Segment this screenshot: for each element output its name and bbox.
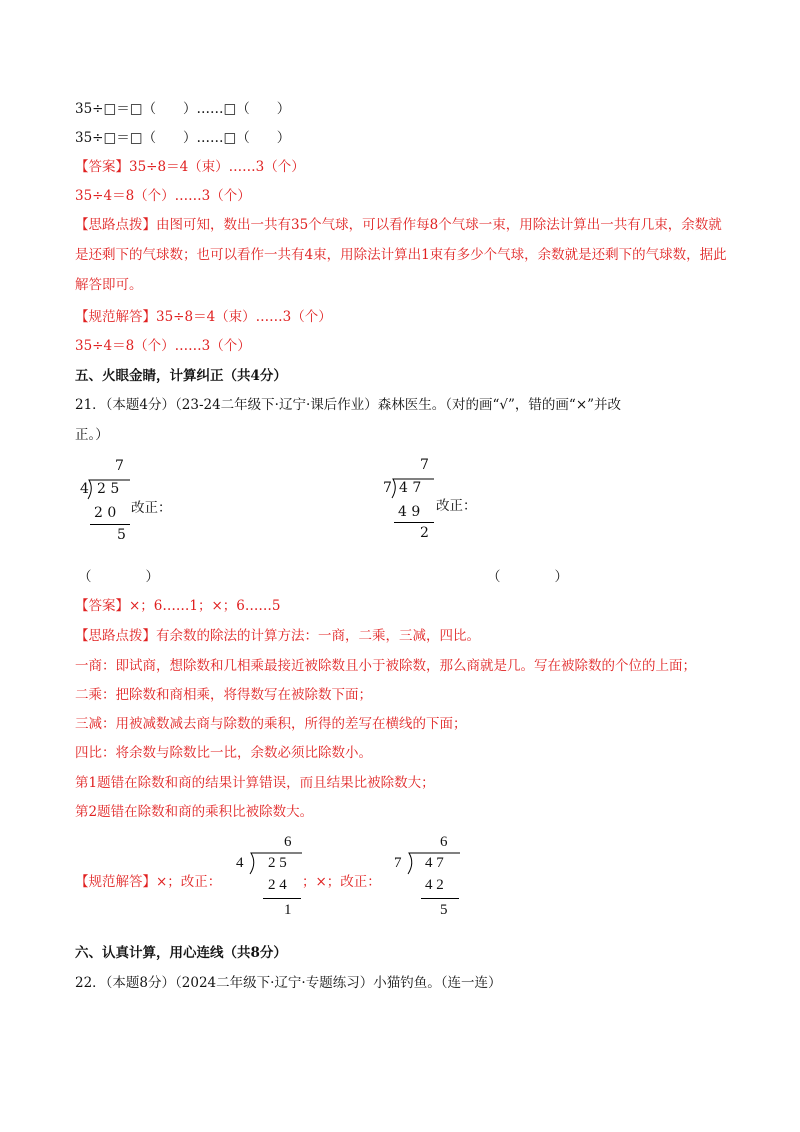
q20-answer-line-2: 35÷4＝8（个）……3（个）: [75, 188, 251, 204]
hint-step: 三减：用被减数减去商与除数的乘积，所得的差写在横线的下面；: [75, 716, 467, 732]
q20-answer-line-1: [75, 158, 305, 176]
answer-text: ×；6……1；×；6……5: [129, 598, 281, 614]
division-quotient: 7: [420, 457, 429, 473]
q20-solution-line-2: 35÷4＝8（个）……3（个）: [75, 338, 251, 354]
hint-step: 四比：将余数与除数比一比，余数必须比除数小。: [75, 745, 372, 761]
answer-tag: 【答案】: [75, 159, 129, 175]
q21-hint: [75, 627, 480, 645]
division-remainder: 5: [440, 902, 448, 918]
hint-step: 第1题错在除数和商的结果计算错误，而且结果比被除数大；: [75, 775, 435, 791]
hint-text: 由图可知，数出一共有35个气球，可以看作每8个气球一束，用除法计算出一共有几束，余数就是还剩下的气球数；也可以看作一共有4束，用除法计算出1束有多少个气球，余数就是还剩下的气球数，据此解答即可。: [75, 217, 727, 293]
division-rule: [90, 524, 130, 525]
division-rule: [263, 898, 301, 899]
division-product: 4 9: [398, 504, 421, 520]
q21-answer: [75, 597, 280, 615]
answer-text: 35÷8＝4（束）……3（个）: [129, 159, 305, 175]
q22-stem: 22．（本题8分）（2024二年级下·辽宁·专题练习）小猫钓鱼。（连一连）: [75, 975, 502, 991]
division-rule: [394, 522, 434, 523]
q20-blank-line-2: 35÷□＝□（ ）……□（ ）: [75, 130, 291, 146]
division-quotient: 6: [284, 834, 292, 850]
division-remainder: 2: [420, 525, 429, 541]
division-dividend: 2 5: [97, 481, 120, 497]
q20-solution-line-1: [75, 308, 332, 326]
division-divisor: 4: [80, 481, 89, 497]
q20-blank-line-1: 35÷□＝□（ ）……□（ ）: [75, 101, 291, 117]
solution-tag: 【规范解答】: [75, 874, 156, 890]
division-dividend: 4 7: [399, 480, 422, 496]
hint-intro: 有余数的除法的计算方法：一商，二乘，三减，四比。: [156, 628, 480, 644]
hint-step: 二乘：把除数和商相乘，将得数写在被除数下面；: [75, 687, 372, 703]
hint-step: 一商：即试商，想除数和几相乘最接近被除数且小于被除数，那么商就是几。写在被除数的个位的上面；: [75, 658, 696, 674]
division-divisor: 4: [236, 855, 244, 871]
answer-tag: 【答案】: [75, 598, 129, 614]
division-divisor: 7: [383, 480, 392, 496]
division-remainder: 1: [284, 902, 292, 918]
correction-label: 改正：: [131, 500, 172, 516]
hint-step: 第2题错在除数和商的乘积比被除数大。: [75, 804, 314, 820]
hint-tag: 【思路点拨】: [75, 217, 156, 233]
division-rule: [421, 898, 459, 899]
division-product: 2 4: [268, 877, 287, 893]
section-5-title: 五、火眼金睛，计算纠正（共4分）: [75, 368, 287, 384]
division-product: 4 2: [425, 877, 444, 893]
division-divisor: 7: [394, 855, 402, 871]
correction-label: 改正：: [436, 498, 477, 514]
section-6-title: 六、认真计算，用心连线（共8分）: [75, 945, 287, 961]
division-dividend: 2 5: [268, 855, 287, 871]
q20-hint: [75, 210, 735, 300]
division-dividend: 4 7: [425, 855, 444, 871]
q21-answer-blank-1: （ ）: [78, 569, 159, 585]
division-quotient: 7: [115, 458, 124, 474]
solution-text: ×；改正：: [156, 874, 222, 890]
q21-solution-part-2: ；×；改正：: [302, 874, 381, 890]
division-product: 2 0: [94, 505, 117, 521]
solution-text: 35÷8＝4（束）……3（个）: [156, 309, 332, 325]
hint-tag: 【思路点拨】: [75, 628, 156, 644]
q21-stem: 21．（本题4分）（23-24二年级下·辽宁·课后作业）森林医生。（对的画“√”，错的画“×”并改: [75, 397, 622, 413]
division-quotient: 6: [440, 834, 448, 850]
q21-solution-part-1: [75, 873, 221, 891]
solution-tag: 【规范解答】: [75, 309, 156, 325]
division-remainder: 5: [117, 527, 126, 543]
q21-answer-blank-2: （ ）: [487, 569, 568, 585]
q21-stem-cont: 正。）: [75, 427, 109, 443]
